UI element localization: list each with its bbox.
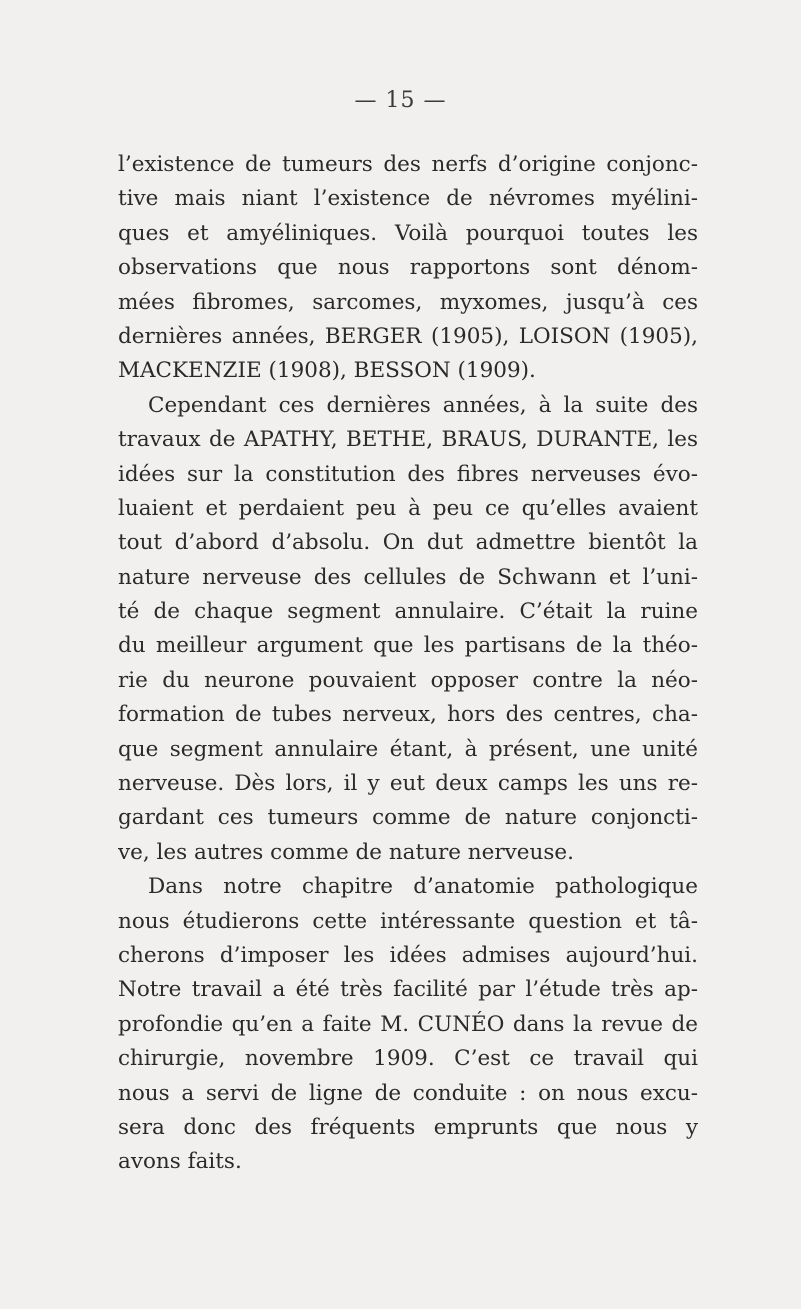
text-line: formation de tubes nerveux, hors des centres, cha-	[118, 702, 698, 728]
text-line: Dans notre chapitre d’anatomie pathologique	[148, 874, 698, 900]
text-line: travaux de APATHY, BETHE, BRAUS, DURANTE, les	[118, 427, 698, 453]
text-line: nous a servi de ligne de conduite : on nous excu-	[118, 1080, 698, 1106]
text-line: nature nerveuse des cellules de Schwann et l’uni-	[118, 564, 698, 590]
text-line: rie du neurone pouvaient opposer contre la néo-	[118, 667, 698, 693]
text-line: gardant ces tumeurs comme de nature conjoncti-	[118, 805, 698, 831]
text-line: ve, les autres comme de nature nerveuse.	[118, 839, 574, 865]
text-line: tout d’abord d’absolu. On dut admettre bientôt la	[118, 530, 698, 556]
text-line: idées sur la constitution des fibres nerveuses évo-	[118, 461, 698, 487]
text-line: tive mais niant l’existence de névromes myélini-	[118, 186, 698, 212]
text-line: profondie qu’en a faite M. CUNÉO dans la revue de	[118, 1011, 698, 1037]
text-line: chirurgie, novembre 1909. C’est ce travail qui	[118, 1046, 698, 1072]
body-text	[118, 148, 698, 1180]
text-line: que segment annulaire étant, à présent, une unité	[118, 736, 698, 762]
text-line: avons faits.	[118, 1149, 242, 1175]
text-line: Notre travail a été très facilité par l’étude très ap-	[118, 977, 698, 1003]
text-line: nous étudierons cette intéressante question et tâ-	[118, 908, 698, 934]
text-line: observations que nous rapportons sont dénom-	[118, 255, 698, 281]
text-line: du meilleur argument que les partisans de la théo-	[118, 633, 698, 659]
text-line: Cependant ces dernières années, à la suite des	[148, 392, 698, 418]
text-line: té de chaque segment annulaire. C’était la ruine	[118, 599, 698, 625]
page-number: — 15 —	[354, 88, 447, 113]
text-line: cherons d’imposer les idées admises aujourd’hui.	[118, 942, 698, 968]
text-line: nerveuse. Dès lors, il y eut deux camps les uns re-	[118, 771, 698, 797]
text-line: l’existence de tumeurs des nerfs d’origine conjonc-	[118, 152, 698, 177]
text-line: dernières années, BERGER (1905), LOISON (1905),	[118, 323, 698, 349]
text-line: MACKENZIE (1908), BESSON (1909).	[118, 358, 536, 384]
text-line: sera donc des fréquents emprunts que nous y	[118, 1114, 698, 1140]
text-line: luaient et perdaient peu à peu ce qu’elles avaient	[118, 495, 698, 521]
text-line: ques et amyéliniques. Voilà pourquoi toutes les	[118, 220, 698, 246]
text-line: mées fibromes, sarcomes, myxomes, jusqu’à ces	[118, 289, 698, 315]
